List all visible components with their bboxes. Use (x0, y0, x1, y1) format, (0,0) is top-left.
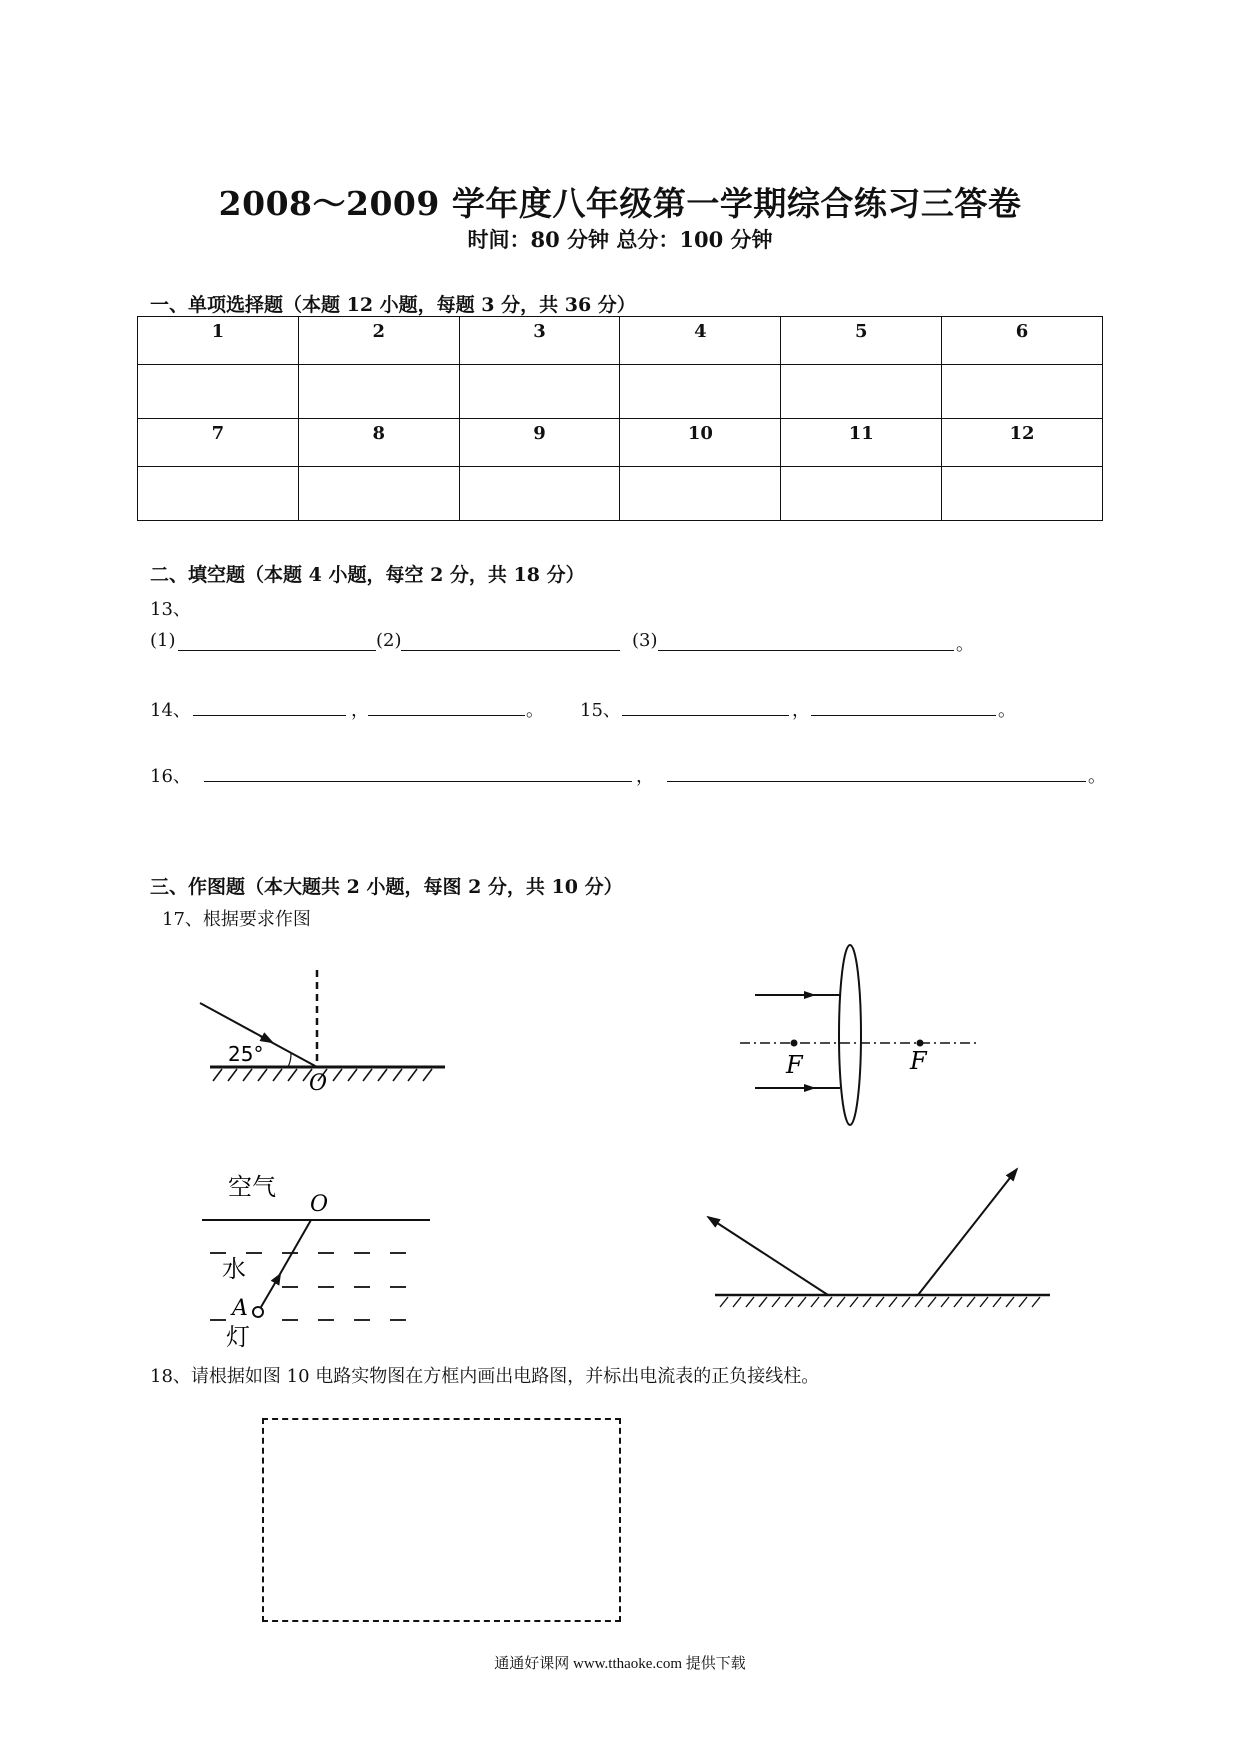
incident-ray (260, 1036, 317, 1067)
focus-point-left (791, 1040, 798, 1047)
convex-lens (839, 945, 861, 1125)
comma-mark: ， (636, 766, 654, 787)
hatch-mark (1019, 1297, 1027, 1307)
answer-cell[interactable] (298, 467, 459, 521)
question-17-label: 17、根据要求作图 (162, 909, 311, 930)
answer-line-13-3[interactable] (658, 650, 954, 651)
section3-heading: 三、作图题（本大题共 2 小题，每图 2 分，共 10 分） (150, 876, 623, 898)
table-cell: 7 (138, 419, 299, 467)
section1-heading: 一、单项选择题（本题 12 小题，每题 3 分，共 36 分） (150, 294, 636, 316)
table-cell: 2 (298, 317, 459, 365)
air-label: 空气 (228, 1173, 276, 1201)
section2-heading: 二、填空题（本题 4 小题，每空 2 分，共 18 分） (150, 564, 585, 586)
table-cell: 6 (942, 317, 1103, 365)
hatch-mark (423, 1069, 432, 1081)
question-18-label: 18、请根据如图 10 电路实物图在方框内画出电路图，并标出电流表的正负接线柱。 (150, 1366, 820, 1387)
answer-cell[interactable] (138, 365, 299, 419)
answer-line-13-1[interactable] (178, 650, 376, 651)
hatch-mark (772, 1297, 780, 1307)
hatch-mark (915, 1297, 923, 1307)
angle-label: 25° (228, 1042, 264, 1066)
page-title: 2008～2009 学年度八年级第一学期综合练习三答卷 (218, 184, 1022, 223)
table-cell: 4 (620, 317, 781, 365)
hatch-mark (967, 1297, 975, 1307)
table-cell: 11 (781, 419, 942, 467)
question-14-label: 14、 (150, 700, 191, 721)
table-cell: 10 (620, 419, 781, 467)
reflection-diagram (180, 955, 470, 1105)
hatch-mark (811, 1297, 819, 1307)
table-row (138, 365, 1103, 419)
answer-cell[interactable] (620, 365, 781, 419)
refracted-ray (261, 1278, 278, 1307)
two-rays-mirror-diagram (700, 1155, 1060, 1325)
answer-line-13-2[interactable] (401, 650, 620, 651)
answer-cell[interactable] (459, 467, 620, 521)
lens-diagram (720, 935, 990, 1135)
hatch-mark (980, 1297, 988, 1307)
hatch-mark (993, 1297, 1001, 1307)
hatch-mark (902, 1297, 910, 1307)
hatch-mark (824, 1297, 832, 1307)
hatch-mark (941, 1297, 949, 1307)
point-a-label: A (232, 1296, 248, 1321)
question-16-label: 16、 (150, 766, 191, 787)
hatch-mark (243, 1069, 252, 1081)
answer-line-14-2[interactable] (368, 715, 525, 716)
hatch-mark (954, 1297, 962, 1307)
answer-cell[interactable] (620, 467, 781, 521)
table-cell: 3 (459, 317, 620, 365)
hatch-mark (213, 1069, 222, 1081)
comma-mark: ， (792, 700, 810, 721)
focus-label-left: F (786, 1051, 803, 1079)
table-cell: 5 (781, 317, 942, 365)
refracted-ray (276, 1220, 311, 1281)
hatch-mark (889, 1297, 897, 1307)
focus-point-right (917, 1040, 924, 1047)
period-mark: 。 (1088, 766, 1106, 787)
hatch-mark (408, 1069, 417, 1081)
hatch-mark (720, 1297, 728, 1307)
lamp-label: 灯 (226, 1323, 250, 1350)
hatch-mark (876, 1297, 884, 1307)
hatch-mark (363, 1069, 372, 1081)
period-mark: 。 (956, 634, 974, 655)
table-cell: 12 (942, 419, 1103, 467)
hatch-mark (798, 1297, 806, 1307)
page-subtitle: 时间：80 分钟 总分：100 分钟 (467, 227, 773, 252)
answer-cell[interactable] (942, 365, 1103, 419)
comma-mark: ， (351, 700, 369, 721)
answer-cell[interactable] (138, 467, 299, 521)
table-row (138, 317, 1103, 365)
point-o-label: O (310, 1192, 329, 1217)
blank-13-3-label: (3) (632, 630, 658, 651)
hatch-mark (288, 1069, 297, 1081)
answer-line-15-2[interactable] (811, 715, 996, 716)
hatch-mark (333, 1069, 342, 1081)
angle-arc (288, 1053, 291, 1067)
focus-label-right: F (910, 1047, 927, 1075)
table-row (138, 467, 1103, 521)
answer-table (137, 316, 1103, 521)
hatch-mark (1006, 1297, 1014, 1307)
hatch-mark (733, 1297, 741, 1307)
answer-cell[interactable] (459, 365, 620, 419)
hatch-mark (850, 1297, 858, 1307)
hatch-mark (273, 1069, 282, 1081)
answer-line-15-1[interactable] (622, 715, 789, 716)
table-cell: 8 (298, 419, 459, 467)
answer-line-16-2[interactable] (667, 781, 1086, 782)
incident-ray (200, 1003, 268, 1040)
page-footer: 通通好课网 www.tthaoke.com 提供下载 (494, 1656, 746, 1672)
hatch-mark (863, 1297, 871, 1307)
blank-13-1-label: (1) (150, 630, 176, 651)
period-mark: 。 (998, 700, 1016, 721)
table-row (138, 419, 1103, 467)
table-cell: 1 (138, 317, 299, 365)
hatch-mark (928, 1297, 936, 1307)
answer-line-16-1[interactable] (204, 781, 632, 782)
mirror-hatching (720, 1297, 1040, 1307)
hatch-mark (348, 1069, 357, 1081)
circuit-drawing-box[interactable] (262, 1418, 621, 1622)
ray-right (918, 1169, 1017, 1295)
answer-line-14-1[interactable] (193, 715, 346, 716)
period-mark: 。 (526, 700, 544, 721)
answer-cell[interactable] (298, 365, 459, 419)
refraction-diagram (190, 1165, 440, 1350)
table-cell: 9 (459, 419, 620, 467)
point-o-label: O (309, 1071, 328, 1096)
hatch-mark (258, 1069, 267, 1081)
lamp-icon (253, 1307, 263, 1317)
hatch-mark (228, 1069, 237, 1081)
question-13-label: 13、 (150, 599, 191, 620)
question-15-label: 15、 (580, 700, 621, 721)
answer-cell[interactable] (781, 365, 942, 419)
water-label: 水 (222, 1255, 246, 1283)
hatch-mark (785, 1297, 793, 1307)
hatch-mark (746, 1297, 754, 1307)
hatch-mark (837, 1297, 845, 1307)
hatch-mark (759, 1297, 767, 1307)
answer-cell[interactable] (781, 467, 942, 521)
hatch-mark (1032, 1297, 1040, 1307)
hatch-mark (378, 1069, 387, 1081)
ray-left (708, 1217, 828, 1295)
blank-13-2-label: (2) (376, 630, 402, 651)
hatch-mark (393, 1069, 402, 1081)
answer-cell[interactable] (942, 467, 1103, 521)
